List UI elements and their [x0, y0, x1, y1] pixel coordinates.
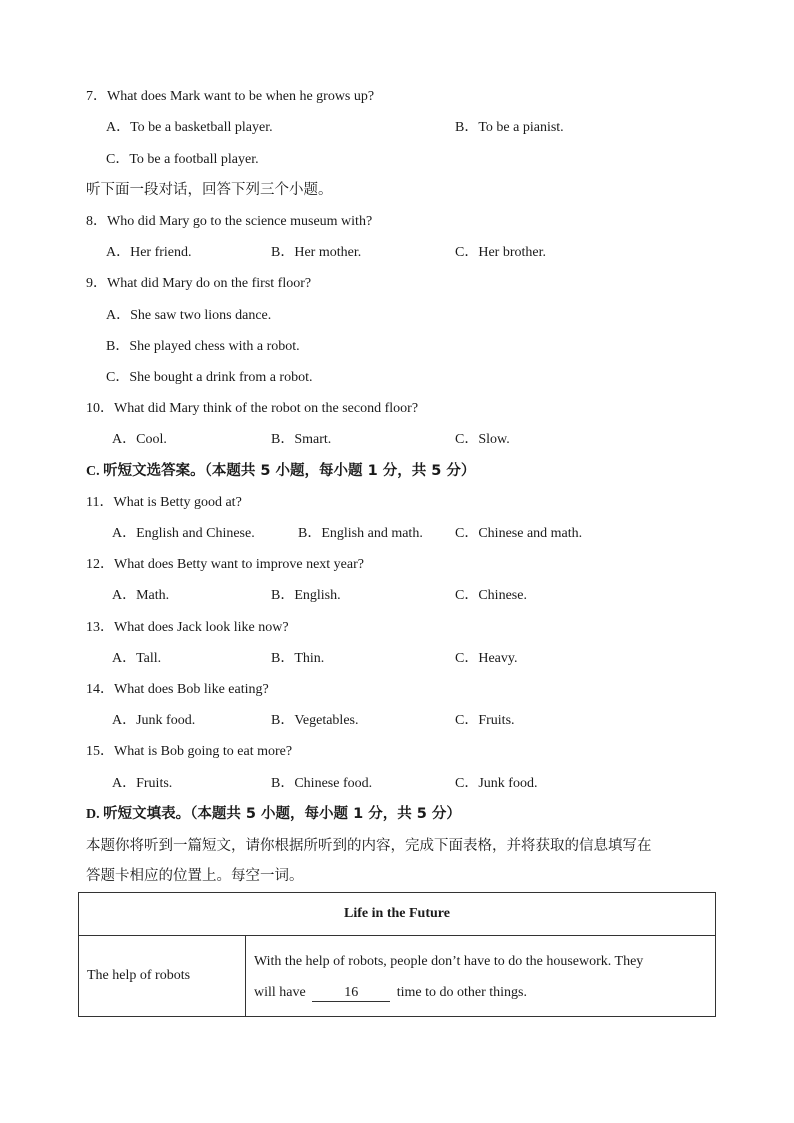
question-7-option-a: A．To be a basketball player.	[106, 120, 273, 135]
question-11-option-a: A．English and Chinese.	[112, 526, 255, 541]
table-row-text-post: time to do other things.	[396, 985, 527, 1000]
question-13-option-a: A．Tall.	[112, 651, 162, 666]
section-d-prefix: D.	[86, 807, 100, 822]
question-10-option-a: A．Cool.	[112, 432, 167, 447]
question-12-stem: 12．What does Betty want to improve next year?	[86, 557, 364, 572]
question-8-stem: 8．Who did Mary go to the science museum with?	[86, 214, 373, 229]
section-d-heading	[86, 805, 461, 824]
question-8-option-c: C．Her brother.	[455, 245, 546, 260]
question-14-option-c: C．Fruits.	[455, 713, 515, 728]
section-d-instruction-line-1: 本题你将听到一篇短文，请你根据所听到的内容，完成下面表格，并将获取的信息填写在	[86, 838, 652, 854]
question-13-option-b: B．Thin.	[271, 651, 325, 666]
table-row-text-pre: will have	[254, 985, 306, 1000]
section-c-title: 听短文选答案。（本题共 5 小题，每小题 1 分，共 5 分）	[103, 463, 476, 479]
table-row-text-line-1: With the help of robots, people don’t have to do the housework. They	[254, 954, 644, 969]
table-row	[79, 936, 716, 1017]
question-15-option-a: A．Fruits.	[112, 776, 173, 791]
question-13-option-c: C．Heavy.	[455, 651, 518, 666]
question-11-stem: 11．What is Betty good at?	[86, 495, 242, 510]
question-9-stem: 9．What did Mary do on the first floor?	[86, 276, 312, 291]
question-9-option-b: B．She played chess with a robot.	[106, 339, 300, 354]
question-8-option-a: A．Her friend.	[106, 245, 192, 260]
table-title: Life in the Future	[79, 893, 716, 936]
question-12-option-a: A．Math.	[112, 588, 170, 603]
question-10-stem: 10．What did Mary think of the robot on the second floor?	[86, 401, 419, 416]
table-row-text-line-2	[254, 977, 707, 1008]
table-header-row	[79, 893, 716, 936]
question-13-stem: 13．What does Jack look like now?	[86, 620, 289, 635]
question-10-option-b: B．Smart.	[271, 432, 332, 447]
section-c-prefix: C.	[86, 464, 100, 479]
table-row-content	[246, 936, 716, 1017]
question-7-option-b: B．To be a pianist.	[455, 120, 564, 135]
question-14-stem: 14．What does Bob like eating?	[86, 682, 269, 697]
question-7-stem: 7．What does Mark want to be when he grows up?	[86, 89, 375, 104]
life-in-the-future-table	[78, 892, 716, 1017]
question-15-option-c: C．Junk food.	[455, 776, 538, 791]
question-12-option-b: B．English.	[271, 588, 341, 603]
question-11-option-b: B．English and math.	[298, 526, 423, 541]
question-8-option-b: B．Her mother.	[271, 245, 362, 260]
question-14-option-a: A．Junk food.	[112, 713, 196, 728]
listening-instruction: 听下面一段对话，回答下列三个小题。	[86, 182, 333, 198]
answer-blank-16[interactable]: 16	[312, 985, 390, 1002]
section-d-instruction-line-2: 答题卡相应的位置上。每空一词。	[86, 868, 304, 884]
question-7-option-c: C．To be a football player.	[106, 152, 259, 167]
question-15-stem: 15．What is Bob going to eat more?	[86, 744, 293, 759]
question-15-option-b: B．Chinese food.	[271, 776, 373, 791]
question-9-option-c: C．She bought a drink from a robot.	[106, 370, 313, 385]
question-9-option-a: A．She saw two lions dance.	[106, 308, 272, 323]
section-d-title: 听短文填表。（本题共 5 小题，每小题 1 分，共 5 分）	[103, 806, 461, 822]
question-10-option-c: C．Slow.	[455, 432, 510, 447]
question-11-option-c: C．Chinese and math.	[455, 526, 583, 541]
question-12-option-c: C．Chinese.	[455, 588, 527, 603]
question-14-option-b: B．Vegetables.	[271, 713, 359, 728]
table-row-label: The help of robots	[79, 936, 246, 1017]
section-c-heading	[86, 462, 475, 481]
